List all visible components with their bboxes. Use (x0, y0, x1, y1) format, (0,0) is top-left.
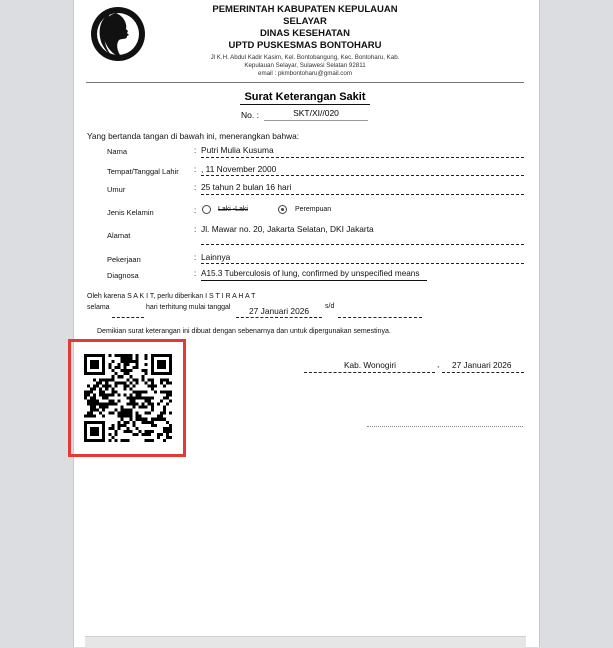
letterhead-line-4: UPTD PUSKESMAS BONTOHARU (228, 40, 382, 51)
alamat-underline (201, 244, 524, 245)
radio-female-label: Perempuan (295, 206, 332, 213)
rest-sd: s/d (325, 303, 335, 310)
diagnosa-label: Diagnosa (107, 271, 139, 280)
jk-label: Jenis Kelamin (107, 208, 154, 217)
pekerjaan-value: Lainnya (201, 252, 231, 262)
logo-silhouette-icon (86, 4, 150, 64)
intro-text: Yang bertanda tangan di bawah ini, menerangkan bahwa: (87, 131, 300, 141)
rest-end-underline (338, 317, 422, 318)
diagnosa-underline (201, 280, 427, 281)
rest-hari-text: hari terhitung mulai tanggal (146, 304, 231, 311)
number-value: SKT/XI//020 (264, 108, 368, 121)
pekerjaan-colon: : (194, 253, 197, 262)
umur-value: 25 tahun 2 bulan 16 hari (201, 182, 292, 192)
letterhead (185, 4, 425, 79)
number-label: No. : (241, 110, 259, 120)
jk-colon: : (194, 206, 197, 215)
letterhead-email: email : pkmbontoharu@gmail.com (258, 70, 352, 78)
ttl-colon: : (194, 165, 197, 174)
rest-start-underline (236, 317, 322, 318)
letterhead-line-3: DINAS KESEHATAN (260, 28, 350, 39)
diagnosa-value: A15.3 Tuberculosis of lung, confirmed by unspecified means (201, 269, 420, 278)
alamat-label: Alamat (107, 231, 131, 240)
alamat-colon: : (194, 225, 197, 234)
alamat-value: Jl. Mawar no. 20, Jakarta Selatan, DKI Jakarta (201, 224, 374, 234)
radio-female[interactable] (278, 205, 287, 214)
rest-days-blank (112, 317, 144, 318)
rest-selama: selama (87, 304, 110, 311)
ttl-label: Tempat/Tanggal Lahir (107, 167, 179, 176)
diagnosa-colon: : (194, 269, 197, 278)
umur-colon: : (194, 183, 197, 192)
signature-name-line (367, 426, 523, 427)
signature-separator: , (437, 359, 440, 369)
signature-date: 27 Januari 2026 (452, 360, 512, 370)
rest-line-1: Oleh karena S A K I T, perlu diberikan I S T I R A H A T (87, 293, 256, 300)
page-bottom-edge (85, 636, 526, 648)
ttl-underline (201, 175, 524, 176)
signature-date-underline (442, 372, 524, 373)
letterhead-line-2: SELAYAR (283, 16, 327, 27)
letterhead-divider (86, 82, 524, 83)
radio-male[interactable] (202, 205, 211, 214)
signature-place: Kab. Wonogiri (344, 360, 396, 370)
ttl-value: , 11 November 2000 (201, 164, 277, 174)
signature-place-underline (304, 372, 435, 373)
nama-label: Nama (107, 147, 128, 156)
umur-label: Umur (107, 185, 126, 194)
letterhead-address-1: Jl K.H. Abdul Kadir Kasim, Kel. Bontobangung, Kec. Bontoharu, Kab. (210, 54, 400, 61)
pekerjaan-label: Pekerjaan (107, 255, 141, 264)
letterhead-line-1: PEMERINTAH KABUPATEN KEPULAUAN (212, 4, 398, 15)
rest-start-date: 27 Januari 2026 (249, 306, 310, 316)
pekerjaan-underline (201, 263, 524, 264)
letterhead-address-2: Kepulauan Selayar, Sulawesi Selatan 92811 (244, 62, 366, 70)
radio-male-label: Laki -Laki (218, 206, 248, 213)
nama-colon: : (194, 146, 197, 155)
qr-code-icon (84, 354, 172, 442)
logo (86, 4, 150, 64)
closing-statement: Demikian surat keterangan ini dibuat dengan sebenarnya dan untuk dipergunakan semestinya. (97, 328, 391, 335)
nama-value: Putri Mulia Kusuma (201, 145, 274, 155)
document-title: Surat Keterangan Sakit (240, 90, 370, 105)
nama-underline (201, 157, 524, 158)
umur-underline (201, 194, 524, 195)
